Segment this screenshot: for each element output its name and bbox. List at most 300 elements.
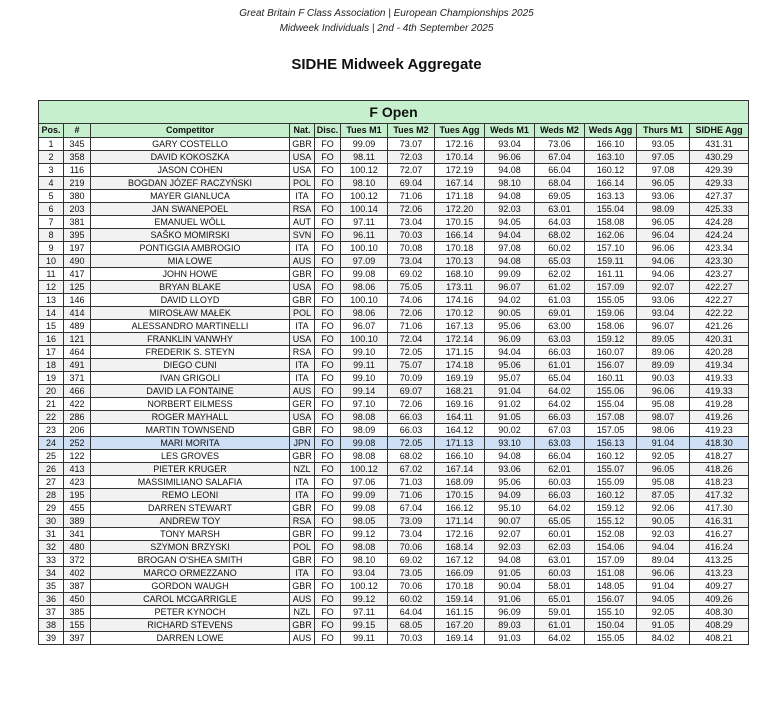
cell-thurs-m1: 94.05	[637, 593, 690, 606]
cell-tues-m2: 72.05	[388, 437, 435, 450]
cell-pos: 35	[39, 580, 64, 593]
cell-pos: 20	[39, 385, 64, 398]
table-row	[39, 255, 749, 268]
cell-pos: 37	[39, 606, 64, 619]
table-row	[39, 268, 749, 281]
cell-sidhe-agg: 422.27	[690, 281, 749, 294]
cell-sidhe-agg: 418.23	[690, 476, 749, 489]
cell-competitor: JAN SWANEPOEL	[91, 203, 290, 216]
cell-tues-m1: 100.12	[341, 164, 388, 177]
cell-weds-agg: 159.06	[585, 307, 637, 320]
cell-weds-agg: 150.04	[585, 619, 637, 632]
cell-tues-m1: 100.12	[341, 190, 388, 203]
cell-tues-agg: 174.16	[435, 294, 485, 307]
cell-thurs-m1: 95.08	[637, 398, 690, 411]
cell-weds-m1: 94.04	[485, 346, 535, 359]
cell-nat: ITA	[290, 320, 315, 333]
cell-weds-agg: 159.12	[585, 333, 637, 346]
table-row	[39, 216, 749, 229]
cell-bib: 116	[64, 164, 91, 177]
cell-tues-agg: 164.12	[435, 424, 485, 437]
cell-pos: 13	[39, 294, 64, 307]
cell-tues-agg: 170.15	[435, 489, 485, 502]
cell-weds-m2: 65.03	[535, 255, 585, 268]
cell-weds-agg: 155.07	[585, 463, 637, 476]
cell-disc: FO	[315, 177, 341, 190]
cell-weds-m2: 69.05	[535, 190, 585, 203]
cell-nat: POL	[290, 177, 315, 190]
cell-tues-m1: 100.14	[341, 203, 388, 216]
cell-bib: 371	[64, 372, 91, 385]
cell-sidhe-agg: 422.27	[690, 294, 749, 307]
cell-bib: 345	[64, 138, 91, 151]
cell-weds-m2: 64.03	[535, 216, 585, 229]
cell-weds-agg: 155.04	[585, 398, 637, 411]
cell-tues-m1: 99.15	[341, 619, 388, 632]
cell-disc: FO	[315, 307, 341, 320]
cell-nat: USA	[290, 281, 315, 294]
cell-tues-m2: 69.04	[388, 177, 435, 190]
cell-tues-m1: 93.04	[341, 567, 388, 580]
cell-tues-m2: 72.06	[388, 398, 435, 411]
cell-weds-m1: 95.07	[485, 372, 535, 385]
cell-tues-m2: 75.07	[388, 359, 435, 372]
cell-sidhe-agg: 418.30	[690, 437, 749, 450]
cell-tues-m2: 70.09	[388, 372, 435, 385]
cell-weds-agg: 157.10	[585, 242, 637, 255]
table-row	[39, 307, 749, 320]
cell-weds-m2: 64.02	[535, 502, 585, 515]
cell-weds-m2: 61.03	[535, 294, 585, 307]
association-header: Great Britain F Class Association | European Championships 2025	[239, 8, 534, 19]
column-header-tues-m1: Tues M1	[341, 124, 388, 138]
cell-tues-agg: 168.14	[435, 541, 485, 554]
cell-thurs-m1: 98.09	[637, 203, 690, 216]
cell-thurs-m1: 96.05	[637, 463, 690, 476]
cell-nat: NZL	[290, 606, 315, 619]
table-row	[39, 203, 749, 216]
section-title: F Open	[39, 101, 749, 124]
cell-nat: AUS	[290, 593, 315, 606]
cell-tues-agg: 166.09	[435, 567, 485, 580]
cell-disc: FO	[315, 385, 341, 398]
cell-bib: 414	[64, 307, 91, 320]
cell-tues-agg: 168.10	[435, 268, 485, 281]
cell-competitor: MARI MORITA	[91, 437, 290, 450]
cell-weds-agg: 156.07	[585, 359, 637, 372]
cell-disc: FO	[315, 606, 341, 619]
cell-competitor: MIROSŁAW MAŁEK	[91, 307, 290, 320]
cell-tues-m1: 99.11	[341, 359, 388, 372]
cell-weds-agg: 155.09	[585, 476, 637, 489]
cell-weds-m1: 97.08	[485, 242, 535, 255]
cell-tues-m1: 98.06	[341, 281, 388, 294]
cell-tues-m1: 100.12	[341, 463, 388, 476]
cell-thurs-m1: 91.04	[637, 580, 690, 593]
cell-sidhe-agg: 423.27	[690, 268, 749, 281]
cell-disc: FO	[315, 242, 341, 255]
cell-weds-m2: 62.03	[535, 541, 585, 554]
cell-pos: 22	[39, 411, 64, 424]
cell-tues-m2: 69.02	[388, 554, 435, 567]
cell-weds-agg: 155.12	[585, 515, 637, 528]
cell-nat: USA	[290, 411, 315, 424]
cell-tues-agg: 169.14	[435, 632, 485, 645]
cell-thurs-m1: 93.06	[637, 190, 690, 203]
table-row	[39, 151, 749, 164]
table-row	[39, 424, 749, 437]
page-title: SIDHE Midweek Aggregate	[291, 56, 482, 73]
cell-competitor: GARY COSTELLO	[91, 138, 290, 151]
table-row	[39, 320, 749, 333]
cell-bib: 341	[64, 528, 91, 541]
cell-competitor: FREDERIK S. STEYN	[91, 346, 290, 359]
results-table-wrapper	[38, 100, 748, 645]
column-header-nat: Nat.	[290, 124, 315, 138]
cell-nat: AUS	[290, 255, 315, 268]
cell-tues-m1: 99.08	[341, 502, 388, 515]
cell-thurs-m1: 94.06	[637, 268, 690, 281]
cell-nat: USA	[290, 164, 315, 177]
cell-weds-agg: 148.05	[585, 580, 637, 593]
table-row	[39, 398, 749, 411]
cell-sidhe-agg: 425.33	[690, 203, 749, 216]
cell-pos: 7	[39, 216, 64, 229]
cell-nat: SVN	[290, 229, 315, 242]
cell-tues-agg: 170.14	[435, 151, 485, 164]
cell-nat: GBR	[290, 619, 315, 632]
cell-disc: FO	[315, 476, 341, 489]
cell-weds-m2: 63.00	[535, 320, 585, 333]
cell-bib: 455	[64, 502, 91, 515]
cell-competitor: JOHN HOWE	[91, 268, 290, 281]
cell-sidhe-agg: 408.29	[690, 619, 749, 632]
cell-tues-agg: 170.12	[435, 307, 485, 320]
column-header-disc: Disc.	[315, 124, 341, 138]
cell-nat: ITA	[290, 476, 315, 489]
cell-sidhe-agg: 419.34	[690, 359, 749, 372]
cell-weds-m2: 61.01	[535, 359, 585, 372]
cell-nat: USA	[290, 151, 315, 164]
cell-weds-agg: 156.13	[585, 437, 637, 450]
cell-sidhe-agg: 416.27	[690, 528, 749, 541]
cell-sidhe-agg: 409.26	[690, 593, 749, 606]
cell-weds-agg: 166.10	[585, 138, 637, 151]
cell-disc: FO	[315, 294, 341, 307]
cell-disc: FO	[315, 541, 341, 554]
cell-competitor: DARREN STEWART	[91, 502, 290, 515]
cell-weds-agg: 159.11	[585, 255, 637, 268]
cell-competitor: JASON COHEN	[91, 164, 290, 177]
cell-tues-m2: 72.05	[388, 346, 435, 359]
cell-tues-m1: 98.10	[341, 554, 388, 567]
table-row	[39, 606, 749, 619]
cell-bib: 206	[64, 424, 91, 437]
table-row	[39, 476, 749, 489]
cell-weds-m2: 66.04	[535, 164, 585, 177]
cell-weds-agg: 160.12	[585, 489, 637, 502]
cell-disc: FO	[315, 632, 341, 645]
cell-weds-m1: 96.09	[485, 606, 535, 619]
cell-bib: 464	[64, 346, 91, 359]
cell-weds-agg: 157.09	[585, 281, 637, 294]
cell-disc: FO	[315, 164, 341, 177]
cell-tues-m2: 75.05	[388, 281, 435, 294]
cell-pos: 33	[39, 554, 64, 567]
cell-weds-m1: 94.08	[485, 554, 535, 567]
cell-thurs-m1: 92.05	[637, 606, 690, 619]
cell-tues-agg: 171.14	[435, 515, 485, 528]
cell-weds-m2: 63.01	[535, 203, 585, 216]
cell-sidhe-agg: 423.30	[690, 255, 749, 268]
cell-weds-agg: 161.11	[585, 268, 637, 281]
cell-thurs-m1: 96.06	[637, 385, 690, 398]
cell-sidhe-agg: 417.32	[690, 489, 749, 502]
cell-weds-agg: 160.12	[585, 164, 637, 177]
cell-competitor: MARTIN TOWNSEND	[91, 424, 290, 437]
cell-weds-m1: 90.05	[485, 307, 535, 320]
cell-sidhe-agg: 408.30	[690, 606, 749, 619]
cell-competitor: BROGAN O'SHEA SMITH	[91, 554, 290, 567]
cell-bib: 491	[64, 359, 91, 372]
cell-nat: RSA	[290, 346, 315, 359]
cell-competitor: ROGER MAYHALL	[91, 411, 290, 424]
cell-sidhe-agg: 431.31	[690, 138, 749, 151]
cell-tues-m1: 98.08	[341, 541, 388, 554]
cell-bib: 358	[64, 151, 91, 164]
cell-tues-agg: 167.20	[435, 619, 485, 632]
cell-nat: ITA	[290, 372, 315, 385]
cell-competitor: MASSIMILIANO SALAFIA	[91, 476, 290, 489]
cell-thurs-m1: 90.03	[637, 372, 690, 385]
cell-thurs-m1: 93.06	[637, 294, 690, 307]
column-header-tues-m2: Tues M2	[388, 124, 435, 138]
cell-bib: 372	[64, 554, 91, 567]
cell-tues-m1: 98.11	[341, 151, 388, 164]
cell-tues-m1: 99.09	[341, 489, 388, 502]
cell-weds-m2: 60.03	[535, 476, 585, 489]
cell-tues-m1: 97.10	[341, 398, 388, 411]
cell-weds-m2: 58.01	[535, 580, 585, 593]
cell-competitor: LES GROVES	[91, 450, 290, 463]
cell-thurs-m1: 95.08	[637, 476, 690, 489]
cell-weds-m2: 64.02	[535, 398, 585, 411]
cell-disc: FO	[315, 255, 341, 268]
column-header-row	[39, 124, 749, 138]
cell-sidhe-agg: 430.29	[690, 151, 749, 164]
cell-competitor: CAROL MCGARRIGLE	[91, 593, 290, 606]
cell-weds-m1: 90.07	[485, 515, 535, 528]
cell-weds-m2: 61.01	[535, 619, 585, 632]
cell-tues-m1: 97.11	[341, 216, 388, 229]
cell-tues-agg: 161.15	[435, 606, 485, 619]
cell-nat: GBR	[290, 424, 315, 437]
cell-tues-m2: 70.06	[388, 541, 435, 554]
cell-disc: FO	[315, 502, 341, 515]
cell-weds-m2: 63.01	[535, 554, 585, 567]
cell-tues-agg: 169.16	[435, 398, 485, 411]
cell-thurs-m1: 91.05	[637, 619, 690, 632]
cell-nat: POL	[290, 541, 315, 554]
cell-weds-agg: 157.05	[585, 424, 637, 437]
cell-tues-agg: 170.15	[435, 216, 485, 229]
cell-tues-m2: 67.04	[388, 502, 435, 515]
cell-weds-m2: 64.02	[535, 632, 585, 645]
cell-pos: 16	[39, 333, 64, 346]
cell-weds-m1: 94.08	[485, 190, 535, 203]
cell-tues-agg: 171.18	[435, 190, 485, 203]
cell-weds-m2: 63.03	[535, 437, 585, 450]
cell-bib: 423	[64, 476, 91, 489]
cell-weds-m1: 91.06	[485, 593, 535, 606]
cell-weds-agg: 163.10	[585, 151, 637, 164]
cell-tues-m1: 99.10	[341, 346, 388, 359]
cell-thurs-m1: 96.07	[637, 320, 690, 333]
cell-weds-agg: 166.14	[585, 177, 637, 190]
cell-tues-m1: 100.12	[341, 580, 388, 593]
cell-bib: 380	[64, 190, 91, 203]
cell-pos: 30	[39, 515, 64, 528]
cell-competitor: MARCO ORMEZZANO	[91, 567, 290, 580]
cell-nat: GBR	[290, 580, 315, 593]
cell-weds-m2: 60.01	[535, 528, 585, 541]
cell-disc: FO	[315, 281, 341, 294]
cell-weds-m2: 65.01	[535, 593, 585, 606]
cell-weds-m2: 66.03	[535, 346, 585, 359]
table-row	[39, 463, 749, 476]
cell-sidhe-agg: 422.22	[690, 307, 749, 320]
table-row	[39, 554, 749, 567]
table-row	[39, 541, 749, 554]
cell-competitor: MIA LOWE	[91, 255, 290, 268]
cell-nat: ITA	[290, 242, 315, 255]
cell-disc: FO	[315, 554, 341, 567]
cell-pos: 18	[39, 359, 64, 372]
cell-weds-m2: 69.01	[535, 307, 585, 320]
cell-bib: 121	[64, 333, 91, 346]
cell-tues-agg: 159.14	[435, 593, 485, 606]
table-row	[39, 502, 749, 515]
cell-bib: 489	[64, 320, 91, 333]
cell-pos: 1	[39, 138, 64, 151]
table-row	[39, 567, 749, 580]
cell-weds-agg: 155.06	[585, 385, 637, 398]
cell-pos: 17	[39, 346, 64, 359]
cell-weds-agg: 163.13	[585, 190, 637, 203]
cell-tues-m2: 73.05	[388, 567, 435, 580]
cell-weds-m1: 99.09	[485, 268, 535, 281]
cell-competitor: GORDON WAUGH	[91, 580, 290, 593]
cell-tues-m2: 73.09	[388, 515, 435, 528]
cell-tues-agg: 171.15	[435, 346, 485, 359]
cell-tues-agg: 170.18	[435, 580, 485, 593]
cell-thurs-m1: 96.04	[637, 229, 690, 242]
cell-competitor: MAYER GIANLUCA	[91, 190, 290, 203]
cell-weds-m1: 96.07	[485, 281, 535, 294]
cell-sidhe-agg: 419.23	[690, 424, 749, 437]
cell-sidhe-agg: 417.30	[690, 502, 749, 515]
cell-sidhe-agg: 409.27	[690, 580, 749, 593]
cell-thurs-m1: 96.05	[637, 216, 690, 229]
cell-thurs-m1: 98.06	[637, 424, 690, 437]
cell-sidhe-agg: 427.37	[690, 190, 749, 203]
cell-disc: FO	[315, 515, 341, 528]
cell-bib: 402	[64, 567, 91, 580]
cell-tues-m1: 98.05	[341, 515, 388, 528]
cell-nat: JPN	[290, 437, 315, 450]
cell-pos: 21	[39, 398, 64, 411]
cell-bib: 197	[64, 242, 91, 255]
cell-tues-m2: 72.07	[388, 164, 435, 177]
cell-tues-m2: 73.04	[388, 216, 435, 229]
cell-weds-m1: 95.06	[485, 320, 535, 333]
cell-nat: ITA	[290, 489, 315, 502]
cell-sidhe-agg: 421.26	[690, 320, 749, 333]
cell-competitor: RICHARD STEVENS	[91, 619, 290, 632]
cell-tues-m1: 98.10	[341, 177, 388, 190]
cell-weds-m1: 91.02	[485, 398, 535, 411]
cell-weds-m2: 66.03	[535, 411, 585, 424]
cell-disc: FO	[315, 489, 341, 502]
cell-bib: 480	[64, 541, 91, 554]
cell-weds-agg: 157.08	[585, 411, 637, 424]
cell-weds-m1: 95.06	[485, 476, 535, 489]
table-row	[39, 619, 749, 632]
table-row	[39, 489, 749, 502]
cell-thurs-m1: 93.04	[637, 307, 690, 320]
cell-bib: 413	[64, 463, 91, 476]
column-header-bib: #	[64, 124, 91, 138]
cell-tues-m1: 99.08	[341, 268, 388, 281]
cell-weds-agg: 157.09	[585, 554, 637, 567]
table-row	[39, 177, 749, 190]
cell-competitor: PONTIGGIA AMBROGIO	[91, 242, 290, 255]
cell-nat: NZL	[290, 463, 315, 476]
cell-tues-agg: 167.14	[435, 177, 485, 190]
cell-weds-m2: 60.03	[535, 567, 585, 580]
cell-tues-m1: 98.06	[341, 307, 388, 320]
cell-nat: GBR	[290, 138, 315, 151]
cell-tues-agg: 172.16	[435, 138, 485, 151]
cell-competitor: NORBERT EILMESS	[91, 398, 290, 411]
table-row	[39, 281, 749, 294]
cell-nat: GBR	[290, 268, 315, 281]
cell-tues-m2: 72.03	[388, 151, 435, 164]
cell-disc: FO	[315, 138, 341, 151]
cell-tues-agg: 166.10	[435, 450, 485, 463]
cell-tues-agg: 172.14	[435, 333, 485, 346]
cell-bib: 389	[64, 515, 91, 528]
cell-weds-agg: 155.04	[585, 203, 637, 216]
cell-tues-agg: 174.18	[435, 359, 485, 372]
cell-weds-m1: 94.08	[485, 164, 535, 177]
cell-tues-m2: 64.04	[388, 606, 435, 619]
cell-thurs-m1: 89.06	[637, 346, 690, 359]
cell-sidhe-agg: 429.33	[690, 177, 749, 190]
cell-competitor: REMO LEONI	[91, 489, 290, 502]
cell-weds-m2: 67.04	[535, 151, 585, 164]
cell-weds-m2: 61.02	[535, 281, 585, 294]
cell-tues-m1: 98.08	[341, 450, 388, 463]
cell-pos: 26	[39, 463, 64, 476]
table-row	[39, 632, 749, 645]
cell-weds-m1: 94.05	[485, 216, 535, 229]
cell-nat: GBR	[290, 502, 315, 515]
cell-weds-m1: 94.08	[485, 255, 535, 268]
cell-thurs-m1: 96.06	[637, 242, 690, 255]
cell-competitor: BRYAN BLAKE	[91, 281, 290, 294]
cell-thurs-m1: 96.05	[637, 177, 690, 190]
